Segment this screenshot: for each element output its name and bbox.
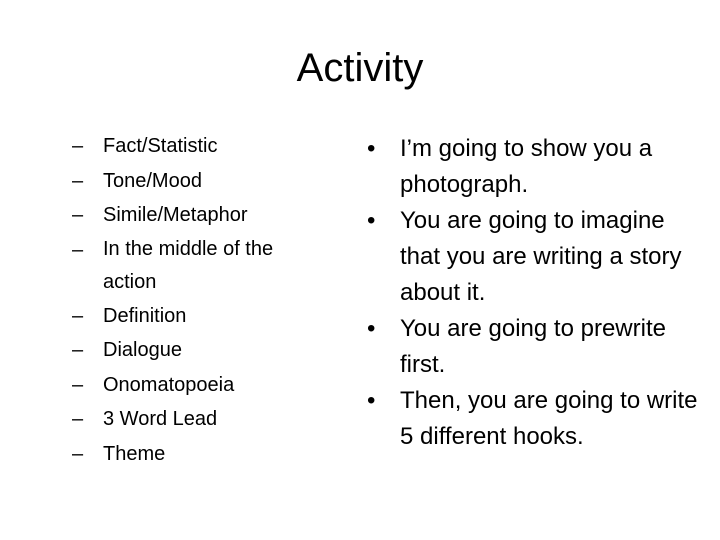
list-item	[72, 164, 312, 199]
dash-bullet: –	[72, 135, 84, 157]
list-item-text: In the middle of the action	[103, 237, 274, 293]
list-item	[72, 437, 312, 472]
list-item	[72, 233, 312, 299]
list-item-text: You are going to prewrite first.	[400, 315, 666, 378]
list-item-text: 3 Word Lead	[103, 408, 218, 430]
hook-types-list	[72, 129, 312, 471]
dash-bullet: –	[72, 204, 84, 226]
round-bullet: •	[367, 387, 376, 414]
dash-bullet: –	[72, 339, 84, 361]
list-item-text: Onomatopoeia	[103, 373, 235, 396]
slide-title: Activity	[296, 46, 424, 90]
list-item	[364, 203, 704, 311]
list-item-text: Simile/Metaphor	[103, 204, 248, 226]
dash-bullet: –	[72, 442, 84, 465]
list-item-text: Definition	[103, 304, 187, 327]
dash-bullet: –	[72, 238, 84, 261]
list-item-text: I’m going to show you a photograph.	[400, 135, 653, 198]
list-item	[364, 131, 704, 203]
list-item-text: Theme	[103, 442, 166, 465]
dash-bullet: –	[72, 408, 84, 430]
list-item	[72, 333, 312, 368]
list-item	[72, 198, 312, 233]
dash-bullet: –	[72, 169, 84, 192]
instructions-list	[364, 131, 704, 455]
list-item-text: Fact/Statistic	[103, 135, 218, 157]
list-item	[72, 129, 312, 164]
list-item	[72, 299, 312, 334]
list-item	[72, 368, 312, 403]
list-item	[72, 402, 312, 437]
list-item-text: Tone/Mood	[103, 169, 202, 192]
list-item-text: You are going to imagine that you are writing a story about it.	[400, 207, 682, 306]
list-item	[364, 383, 704, 455]
round-bullet: •	[367, 207, 376, 234]
round-bullet: •	[367, 135, 376, 162]
dash-bullet: –	[72, 304, 84, 327]
round-bullet: •	[367, 315, 376, 342]
list-item	[364, 311, 704, 383]
list-item-text: Dialogue	[103, 339, 182, 361]
list-item-text: Then, you are going to write 5 different hooks.	[400, 387, 698, 450]
dash-bullet: –	[72, 373, 84, 396]
